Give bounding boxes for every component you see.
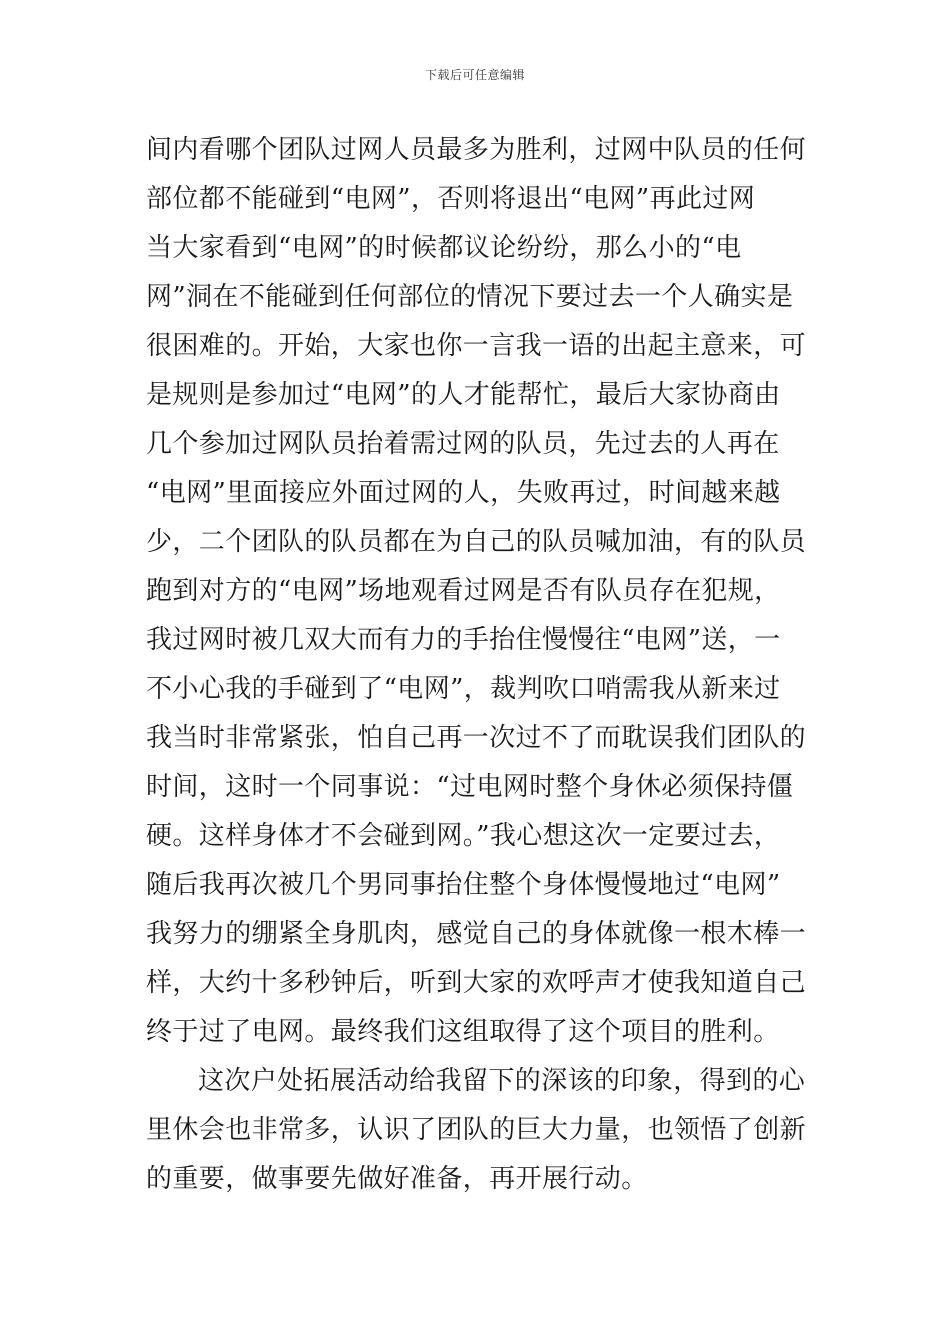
text-line: 很困难的。开始，大家也你一言我一语的出起主意来，可	[146, 331, 807, 361]
text-line: 我过网时被几双大而有力的手抬住慢慢往“电网”送，一	[146, 625, 781, 655]
text-line: 不小心我的手碰到了“电网”，裁判吹口哨需我从新来过	[146, 674, 781, 704]
text-line: 间内看哪个团队过网人员最多为胜利，过网中队员的任何	[146, 135, 807, 165]
text-line: 时间，这时一个同事说：“过电网时整个身休必须保持僵	[146, 772, 794, 802]
paragraph-first-line: 这次户处拓展活动给我留下的深该的印象，得到的心	[198, 1066, 806, 1096]
text-line: 终于过了电网。最终我们这组取得了这个项目的胜利。	[146, 1017, 780, 1047]
text-line: 的重要，做事要先做好准备，再开展行动。	[146, 1164, 648, 1194]
text-line: 当大家看到“电网”的时候都议论纷纷，那么小的“电	[146, 233, 742, 263]
text-line: 少，二个团队的队员都在为自己的队员喊加油，有的队员	[146, 527, 807, 557]
text-line: 跑到对方的“电网”场地观看过网是否有队员存在犯规，	[146, 576, 781, 606]
text-line: 是规则是参加过“电网”的人才能帮忙，最后大家协商由	[146, 380, 781, 410]
page-header: 下载后可任意编辑	[424, 68, 525, 82]
text-line: 网”洞在不能碰到任何部位的情况下要过去一个人确实是	[146, 282, 794, 312]
text-line: 硬。这样身体才不会碰到网。”我心想这次一定要过去，	[146, 821, 781, 851]
document-body	[146, 126, 816, 1204]
text-line: 我努力的绷紧全身肌肉，感觉自己的身体就像一根木棒一	[146, 919, 807, 949]
text-line: “电网”里面接应外面过网的人，失败再过，时间越来越	[146, 478, 781, 508]
text-line: 几个参加过网队员抬着需过网的队员，先过去的人再在	[146, 429, 780, 459]
text-line: 样，大约十多秒钟后，听到大家的欢呼声才使我知道自己	[146, 968, 807, 998]
text-line: 我当时非常紧张，怕自己再一次过不了而耽误我们团队的	[146, 723, 807, 753]
text-line: 随后我再次被几个男同事抬住整个身体慢慢地过“电网”	[146, 870, 781, 900]
text-line: 里休会也非常多，认识了团队的巨大力量，也领悟了创新	[146, 1115, 807, 1145]
text-line: 部位都不能碰到“电网”，否则将退出“电网”再此过网	[146, 184, 756, 214]
